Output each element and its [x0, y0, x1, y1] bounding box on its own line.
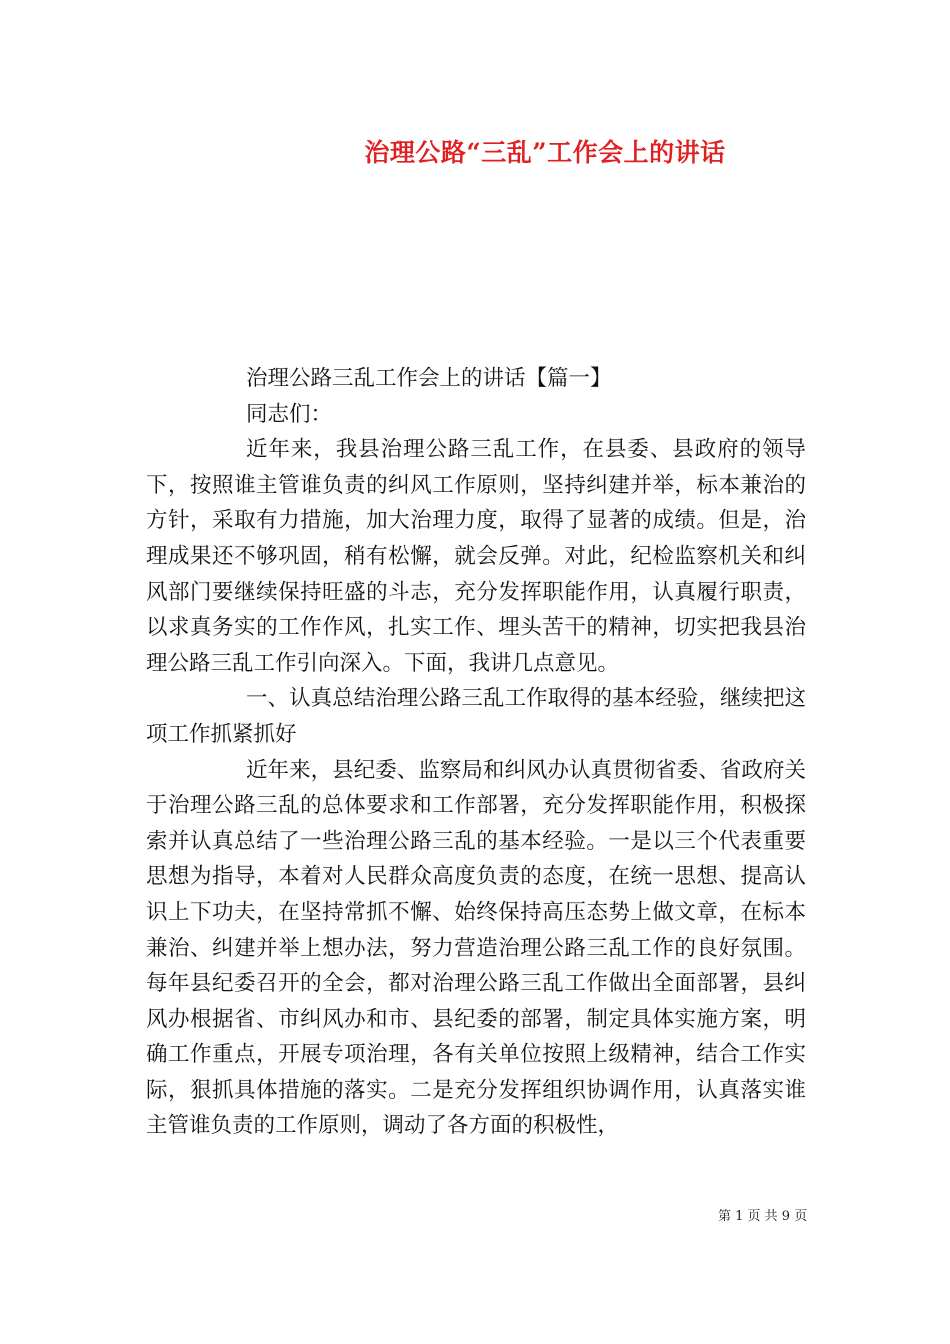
page-number: 第 1 页 共 9 页 [718, 1209, 808, 1224]
document-title: 治理公路“三乱”工作会上的讲话 [364, 138, 726, 167]
body-paragraph: 近年来，我县治理公路三乱工作，在县委、县政府的领导下，按照谁主管谁负责的纠风工作原则，坚持纠建并举，标本兼治的方针，采取有力措施，加大治理力度，取得了显著的成绩。但是，治理成果还不够巩固，稍有松懈，就会反弹。对此，纪检监察机关和纠风部门要继续保持旺盛的斗志，充分发挥职能作用，认真履行职责，以求真务实的工作作风，扎实工作、埋头苦干的精神，切实把我县治理公路三乱工作引向深入。下面，我讲几点意见。 [146, 437, 806, 676]
point-heading: 一、认真总结治理公路三乱工作取得的基本经验，继续把这项工作抓紧抓好 [146, 686, 806, 747]
body-paragraph: 近年来，县纪委、监察局和纠风办认真贯彻省委、省政府关于治理公路三乱的总体要求和工作部署，充分发挥职能作用，积极探索并认真总结了一些治理公路三乱的基本经验。一是以三个代表重要思想为指导，本着对人民群众高度负责的态度，在统一思想、提高认识上下功夫，在坚持常抓不懈、始终保持高压态势上做文章，在标本兼治、纠建并举上想办法，努力营造治理公路三乱工作的良好氛围。每年县纪委召开的全会，都对治理公路三乱工作做出全面部署，县纠风办根据省、市纠风办和市、县纪委的部署，制定具体实施方案，明确工作重点，开展专项治理，各有关单位按照上级精神，结合工作实际，狠抓具体措施的落实。二是充分发挥组织协调作用，认真落实谁主管谁负责的工作原则，调动了各方面的积极性， [146, 757, 806, 1139]
section-heading: 治理公路三乱工作会上的讲话【篇一】 [246, 366, 612, 391]
salutation: 同志们： [246, 401, 333, 427]
document-body [146, 361, 806, 1144]
